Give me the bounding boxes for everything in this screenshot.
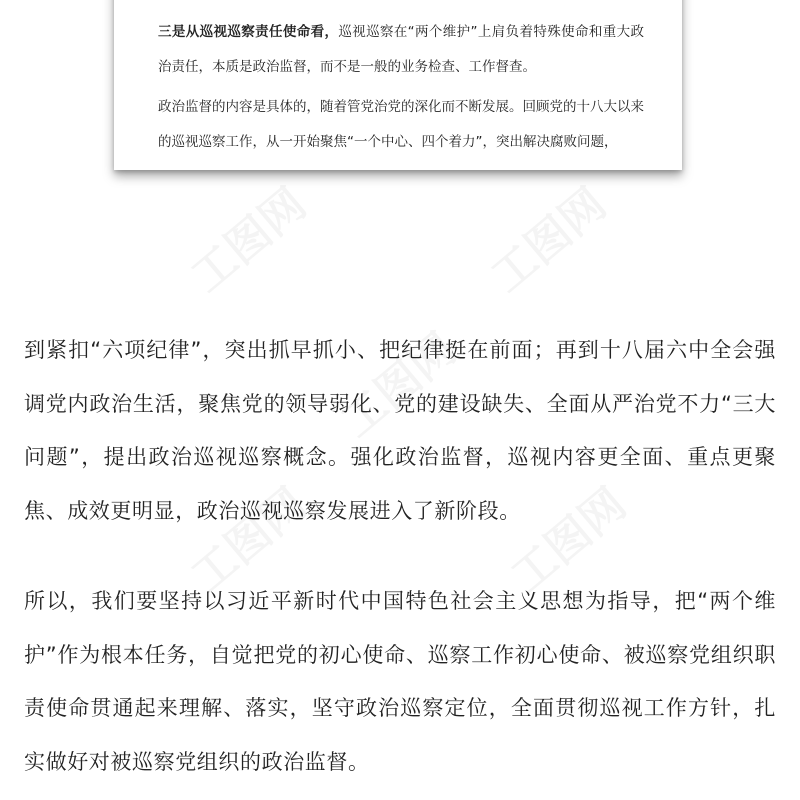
- document-paragraph: 政治监督的内容是具体的，随着管党治党的深化而不断发展。回顾党的十八大以来的巡视巡察工作，从一开始聚焦“一个中心、四个着力”，突出解决腐败问题，: [158, 99, 644, 150]
- document-paragraph-lead: 三是从巡视巡察责任使命看，: [158, 24, 339, 40]
- document-paragraph: [158, 15, 644, 85]
- body-paragraph: 所以，我们要坚持以习近平新时代中国特色社会主义思想为指导，把“两个维护”作为根本任务，自觉把党的初心使命、巡察工作初心使命、被巡察党组织职责使命贯通起来理解、落实，坚守政治巡察定位，全面贯彻巡视工作方针，扎实做好对被巡察党组织的政治监督。: [24, 589, 776, 774]
- body-paragraph: 到紧扣“六项纪律”，突出抓早抓小、把纪律挺在前面；再到十八届六中全会强调党内政治生活，聚焦党的领导弱化、党的建设缺失、全面从严治党不力“三大问题”，提出政治巡视巡察概念。强化政治监督，巡视内容更全面、重点更聚焦、成效更明显，政治巡视巡察发展进入了新阶段。: [24, 338, 776, 523]
- document-paragraph-text: 巡视巡察在“两个维护”上肩负着特殊使命和重大政治责任，本质是政治监督，而不是一般的业务检查、工作督查。: [158, 24, 644, 75]
- watermark: [175, 170, 317, 304]
- document-preview-card: [114, 0, 682, 170]
- watermark: [475, 170, 617, 304]
